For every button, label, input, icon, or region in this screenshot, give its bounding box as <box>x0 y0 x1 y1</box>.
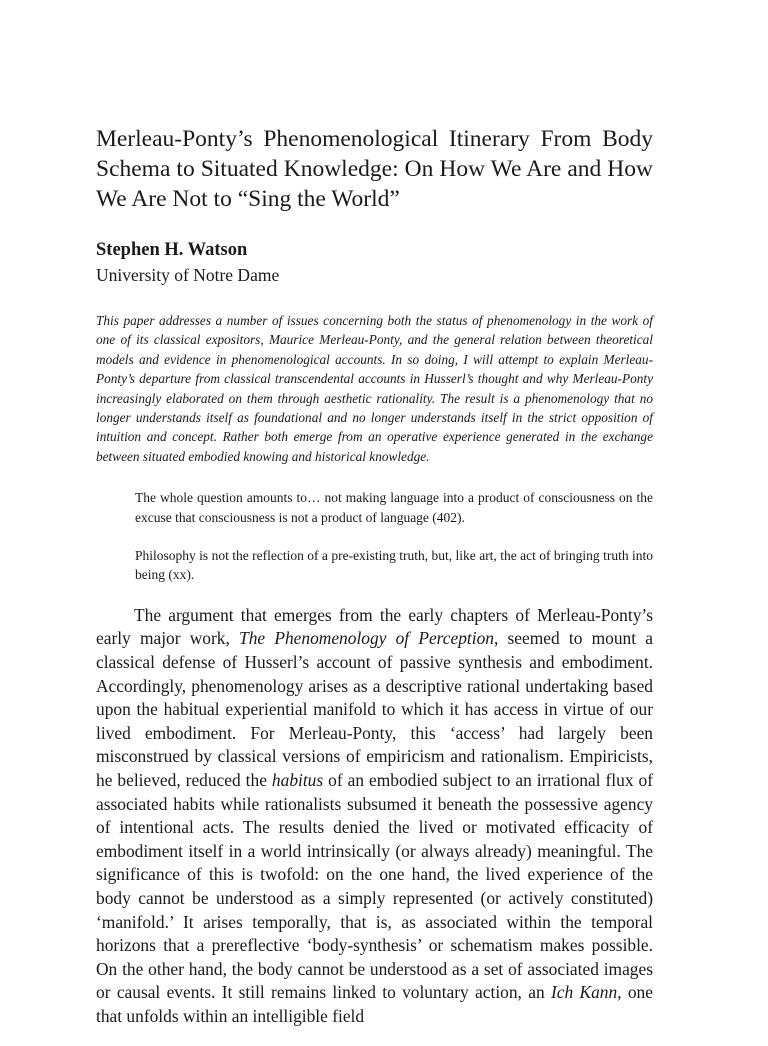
article-title: Merleau-Ponty’s Phenomenological Itinerary From Body Schema to Situated Knowledge: On How We Are and How We Are Not to “Sing the World” <box>96 126 653 212</box>
term-habitus-italic: habitus <box>271 770 324 791</box>
epigraph-2: Philosophy is not the reflection of a pre-existing truth, but, like art, the act of bringing truth into being (xx). <box>135 548 653 583</box>
article-page <box>96 124 653 1046</box>
epigraphs <box>96 488 653 585</box>
body-text-segment: of an embodied subject to an irrational flux of associated habits while rationalists subsumed it beneath the possessive agency of intentional acts. The results denied the lived or motivated efficacity of embodiment itself in a world intrinsically (or always already) meaningful. The significance of this is twofold: on the one hand, the lived experience of the body cannot be understood as a simply represented (or actively constituted) ‘manifold.’ It arises temporally, that is, as associated within the temporal horizons that a prereflective ‘body-synthesis’ or schematism makes possible. On the other hand, the body cannot be understood as a set of associated images or causal events. It still remains linked to voluntary action, an <box>96 770 653 1003</box>
author-name: Stephen H. Watson <box>96 240 248 260</box>
body-text-segment: , one that unfolds within an intelligible field <box>96 982 653 1026</box>
book-title-italic: The Phenomenology of Perception <box>239 628 494 649</box>
author-affiliation: University of Notre Dame <box>96 265 280 285</box>
body-text-segment: The argument that emerges from the early chapters of Merleau-Ponty’s early major work, <box>96 604 653 649</box>
term-ich-kann-italic: Ich Kann <box>550 982 618 1003</box>
abstract: This paper addresses a number of issues concerning both the status of phenomenology in the work of one of its classical expositors, Maurice Merleau-Ponty, and the general relation between theoretical models and evidence in phenomenological accounts. In so doing, I will attempt to explain Merleau-Ponty’s departure from classical transcendental accounts in Husserl’s thought and why Merleau-Ponty increasingly elaborated on them through aesthetic rationality. The result is a phenomenology that no longer understands itself as foundational and no longer understands itself in the strict opposition of intuition and concept. Rather both emerge from an operative experience generated in the exchange between situated embodied knowing and historical knowledge. <box>96 313 653 464</box>
body-text-segment: , seemed to mount a classical defense of Husserl’s account of passive synthesis and embodiment. Accordingly, phenomenology arises as a descriptive rational undertaking based upon the habitual experiential manifold to which it has access in virtue of our lived embodiment. For Merleau-Ponty, this ‘access’ had largely been misconstrued by classical versions of empiricism and rationalism. Empiricists, he believed, reduced the <box>96 628 654 791</box>
body-paragraph <box>96 604 653 1029</box>
epigraph-1: The whole question amounts to… not making language into a product of consciousness on the excuse that consciousness is not a product of language (402). <box>135 490 653 525</box>
